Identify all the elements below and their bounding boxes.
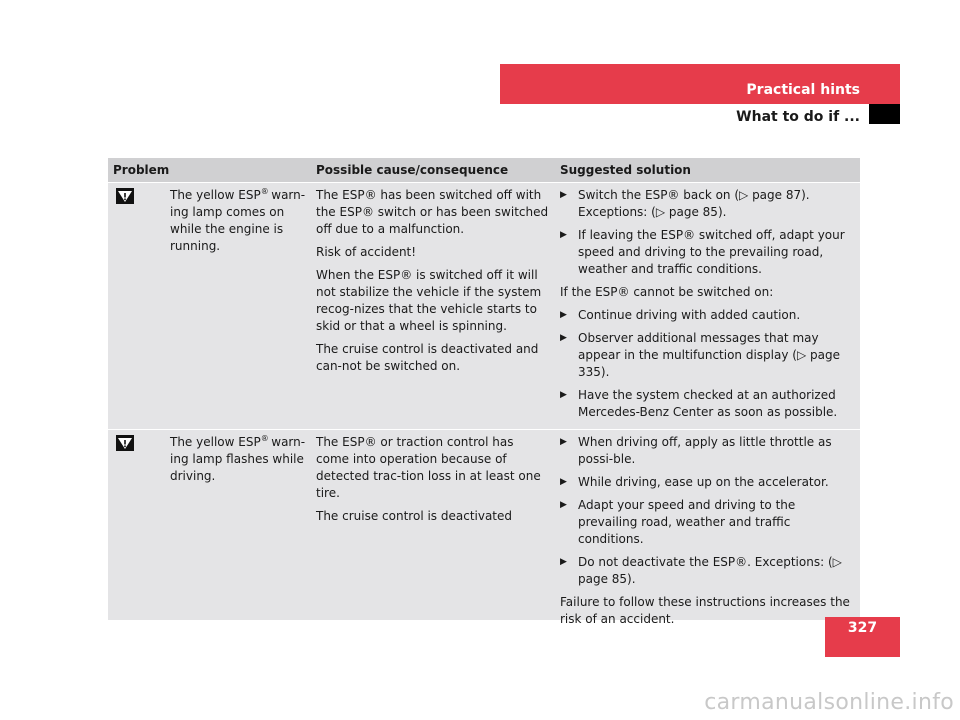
problem-cell [108,430,311,620]
solution-bullet: ▶ Adapt your speed and driving to the prevailing road, weather and traffic conditions. [560,498,796,546]
warning-triangle-icon [116,435,134,451]
bullet-arrow-icon: ▶ [560,333,567,343]
cause-text: The cruise control is deactivated and can-not be switched on. [316,342,539,373]
bullet-arrow-icon: ▶ [560,500,567,510]
solution-bullet: ▶ Do not deactivate the ESP®. Exceptions: (▷ page 85). [560,555,842,586]
watermark: carmanualsonline.info [704,690,954,715]
solution-cell [555,430,860,626]
solution-bullet: ▶ Switch the ESP® back on (▷ page 87). Exceptions: (▷ page 85). [560,188,810,219]
problem-text: The yellow ESP® warn-ing lamp flashes while driving. [170,434,306,483]
page-number-badge [825,617,900,657]
warning-triangle-icon [116,188,134,204]
solution-bullet: ▶ Observer additional messages that may appear in the multifunction display (▷ page 335). [560,331,840,379]
solution-bullet: ▶ Have the system checked at an authorized Mercedes-Benz Center as soon as possible. [560,388,838,419]
troubleshooting-table [108,158,860,626]
solution-bullet: ▶ Continue driving with added caution. [560,308,801,322]
solution-text: Failure to follow these instructions increases the risk of an accident. [560,595,850,626]
bullet-arrow-icon: ▶ [560,190,567,200]
problem-text: The yellow ESP® warn-ing lamp comes on while the engine is running. [170,187,306,253]
solution-text: If the ESP® cannot be switched on: [560,285,774,299]
bullet-arrow-icon: ▶ [560,557,567,567]
table-header-row [108,158,860,182]
bullet-arrow-icon: ▶ [560,477,567,487]
section-header-bar [500,64,900,104]
bullet-arrow-icon: ▶ [560,390,567,400]
header-cause: Possible cause/consequence [316,163,509,177]
header-marker-block [869,104,900,124]
page-number: 327 [847,620,878,636]
solution-bullet: ▶ If leaving the ESP® switched off, adapt your speed and driving to the prevailing road, weather and traffic conditions. [560,228,845,276]
cause-text: The ESP® has been switched off with the ESP® switch or has been switched off due to a malfunction. [316,188,549,236]
table-row [108,429,860,626]
solution-cell [555,183,860,429]
cause-cell [311,430,555,620]
problem-cell [108,183,311,429]
bullet-arrow-icon: ▶ [560,230,567,240]
cause-cell [311,183,555,429]
subsection-title: What to do if ... [736,109,860,125]
header-solution: Suggested solution [560,163,691,177]
cause-text: The cruise control is deactivated [316,509,513,523]
section-title: Practical hints [746,82,860,98]
cause-text: Risk of accident! [316,245,417,259]
cause-text: The ESP® or traction control has come into operation because of detected trac-tion loss in at least one tire. [316,435,541,500]
solution-bullet: ▶ When driving off, apply as little throttle as possi-ble. [560,435,832,466]
table-row [108,182,860,429]
solution-bullet: ▶ While driving, ease up on the accelerator. [560,475,829,489]
cause-text: When the ESP® is switched off it will not stabilize the vehicle if the system recog-nizes that the vehicle starts to skid or that a wheel is spinning. [316,268,542,333]
bullet-arrow-icon: ▶ [560,310,567,320]
bullet-arrow-icon: ▶ [560,437,567,447]
header-problem: Problem [113,163,170,177]
